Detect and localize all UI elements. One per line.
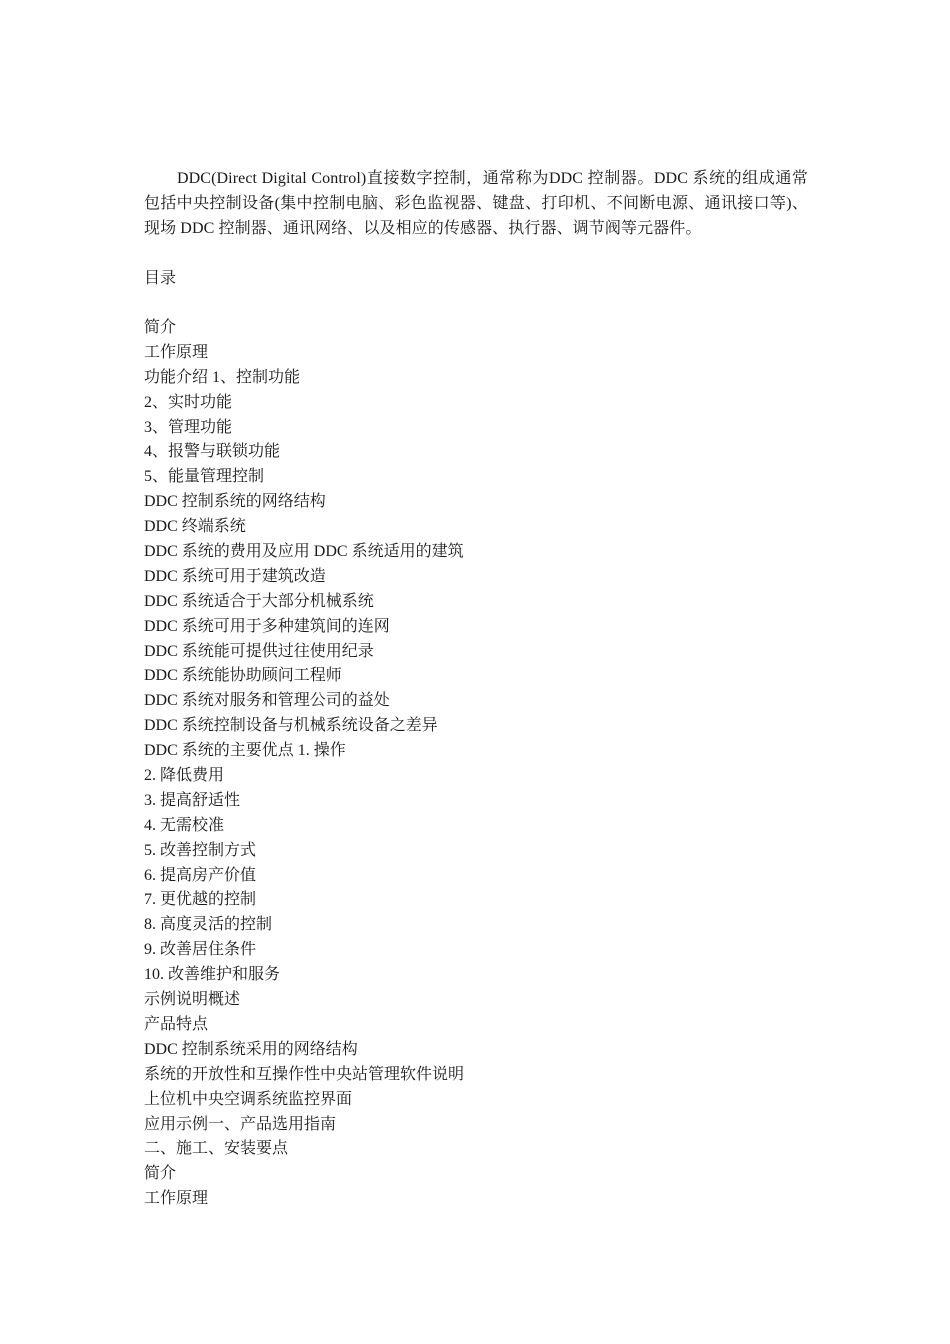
toc-item: 上位机中央空调系统监控界面 (144, 1090, 353, 1108)
toc-item: 5. 改善控制方式 (144, 841, 257, 859)
toc-item: DDC 系统能可提供过往使用纪录 (144, 642, 374, 660)
toc-item: DDC 控制系统的网络结构 (144, 493, 326, 511)
toc-item: 系统的开放性和互操作性中央站管理软件说明 (144, 1065, 465, 1083)
toc-item: DDC 系统能协助顾问工程师 (144, 667, 342, 685)
toc-item: 2、实时功能 (144, 393, 233, 411)
toc-item: DDC 系统对服务和管理公司的益处 (144, 692, 390, 710)
toc-item: 3、管理功能 (144, 418, 233, 436)
toc-item: 功能介绍 1、控制功能 (144, 368, 301, 386)
toc-item: DDC 系统适合于大部分机械系统 (144, 592, 374, 610)
toc-item: 工作原理 (144, 1190, 209, 1208)
toc-item: 二、施工、安装要点 (144, 1140, 289, 1158)
toc-item: 8. 高度灵活的控制 (144, 916, 273, 934)
toc-item: DDC 系统可用于多种建筑间的连网 (144, 617, 390, 635)
intro-paragraph: DDC(Direct Digital Control)直接数字控制，通常称为DDC 控制器。DDC 系统的组成通常包括中央控制设备(集中控制电脑、彩色监视器、键盘、打印机、不间断电源、通讯接口等)、现场 DDC 控制器、通讯网络、以及相应的传感器、执行器、调节阀等元器件。 (144, 170, 808, 237)
toc-item: 6. 提高房产价值 (144, 866, 257, 884)
toc-item: DDC 系统的费用及应用 DDC 系统适用的建筑 (144, 543, 464, 561)
toc-item: 4. 无需校准 (144, 816, 225, 834)
toc-item: DDC 系统的主要优点 1. 操作 (144, 742, 346, 760)
toc-item: 应用示例一、产品选用指南 (144, 1115, 337, 1133)
toc-item: 5、能量管理控制 (144, 468, 265, 486)
toc-item: 9. 改善居住条件 (144, 941, 257, 959)
toc-item: 10. 改善维护和服务 (144, 966, 281, 984)
toc-item: DDC 控制系统采用的网络结构 (144, 1040, 358, 1058)
toc-item: 3. 提高舒适性 (144, 791, 241, 809)
toc-item: 示例说明概述 (144, 991, 241, 1009)
toc-item: DDC 系统控制设备与机械系统设备之差异 (144, 717, 438, 735)
toc-item: DDC 终端系统 (144, 518, 246, 536)
toc-item: 7. 更优越的控制 (144, 891, 257, 909)
toc-item: 简介 (144, 319, 177, 336)
toc-item: 简介 (144, 1165, 177, 1183)
toc-list (144, 316, 808, 1212)
toc-item: 产品特点 (144, 1015, 209, 1033)
toc-item: 工作原理 (144, 343, 209, 361)
toc-item: 2. 降低费用 (144, 767, 225, 785)
document-page (144, 166, 808, 1212)
toc-item: 4、报警与联锁功能 (144, 443, 281, 461)
toc-heading: 目录 (144, 270, 177, 287)
toc-item: DDC 系统可用于建筑改造 (144, 567, 326, 585)
